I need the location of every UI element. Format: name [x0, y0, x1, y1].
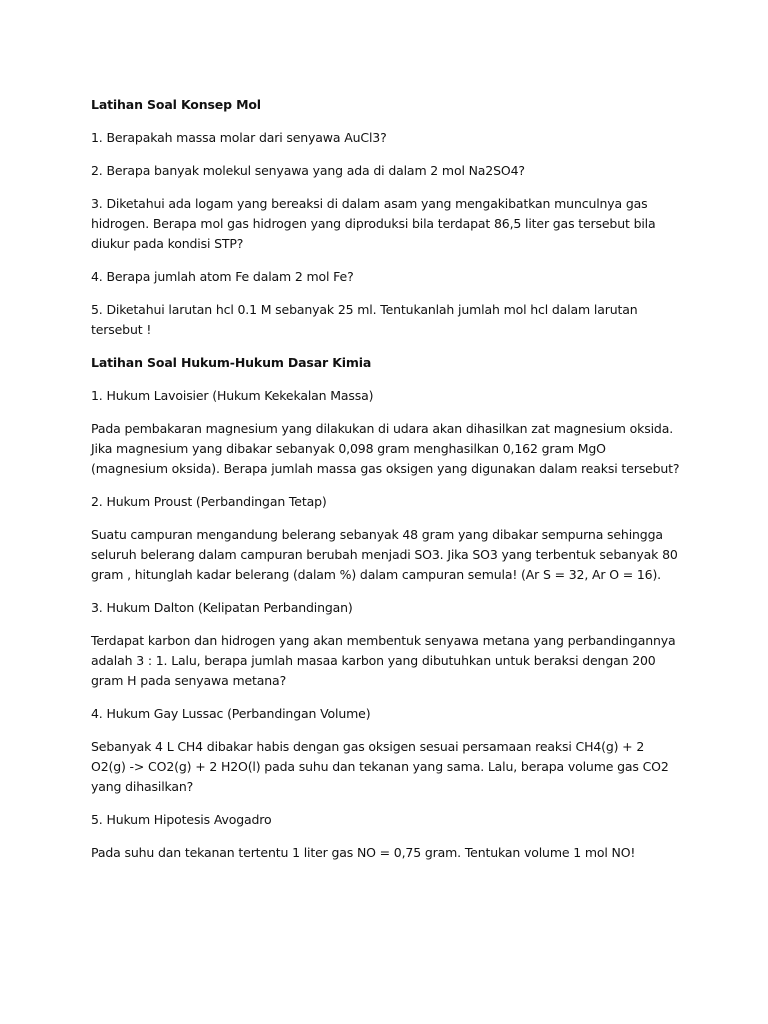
- law-title-lavoisier: 1. Hukum Lavoisier (Hukum Kekekalan Massa): [91, 388, 374, 403]
- section-heading-hukum-dasar: Latihan Soal Hukum-Hukum Dasar Kimia: [91, 355, 372, 370]
- law-title-gay-lussac: 4. Hukum Gay Lussac (Perbandingan Volume): [91, 706, 371, 721]
- question-3: 3. Diketahui ada logam yang bereaksi di dalam asam yang mengakibatkan munculnya gas hidrogen. Berapa mol gas hidrogen yang diproduksi bila terdapat 86,5 liter gas tersebut bila diukur pada kondisi STP?: [91, 196, 656, 251]
- law-question-gay-lussac: Sebanyak 4 L CH4 dibakar habis dengan gas oksigen sesuai persamaan reaksi CH4(g) + 2 O2(g) -> CO2(g) + 2 H2O(l) pada suhu dan tekanan yang sama. Lalu, berapa volume gas CO2 yang dihasilkan?: [91, 739, 669, 794]
- law-question-avogadro: Pada suhu dan tekanan tertentu 1 liter gas NO = 0,75 gram. Tentukan volume 1 mol NO!: [91, 845, 636, 860]
- question-4: 4. Berapa jumlah atom Fe dalam 2 mol Fe?: [91, 269, 354, 284]
- question-2: 2. Berapa banyak molekul senyawa yang ada di dalam 2 mol Na2SO4?: [91, 163, 525, 178]
- law-title-dalton: 3. Hukum Dalton (Kelipatan Perbandingan): [91, 600, 353, 615]
- document-page: [91, 95, 681, 876]
- law-title-avogadro: 5. Hukum Hipotesis Avogadro: [91, 812, 272, 827]
- law-question-dalton: Terdapat karbon dan hidrogen yang akan membentuk senyawa metana yang perbandingannya adalah 3 : 1. Lalu, berapa jumlah masaa karbon yang dibutuhkan untuk beraksi dengan 200 gram H pada senyawa metana?: [91, 633, 676, 688]
- question-1: 1. Berapakah massa molar dari senyawa AuCl3?: [91, 130, 387, 145]
- section-heading-konsep-mol: Latihan Soal Konsep Mol: [91, 97, 261, 112]
- question-5: 5. Diketahui larutan hcl 0.1 M sebanyak 25 ml. Tentukanlah jumlah mol hcl dalam larutan tersebut !: [91, 302, 638, 337]
- law-title-proust: 2. Hukum Proust (Perbandingan Tetap): [91, 494, 327, 509]
- law-question-lavoisier: Pada pembakaran magnesium yang dilakukan di udara akan dihasilkan zat magnesium oksida. Jika magnesium yang dibakar sebanyak 0,098 gram menghasilkan 0,162 gram MgO (magnesium oksida). Berapa jumlah massa gas oksigen yang digunakan dalam reaksi tersebut?: [91, 421, 680, 476]
- law-question-proust: Suatu campuran mengandung belerang sebanyak 48 gram yang dibakar sempurna sehingga seluruh belerang dalam campuran berubah menjadi SO3. Jika SO3 yang terbentuk sebanyak 80 gram , hitunglah kadar belerang (dalam %) dalam campuran semula! (Ar S = 32, Ar O = 16).: [91, 527, 678, 582]
